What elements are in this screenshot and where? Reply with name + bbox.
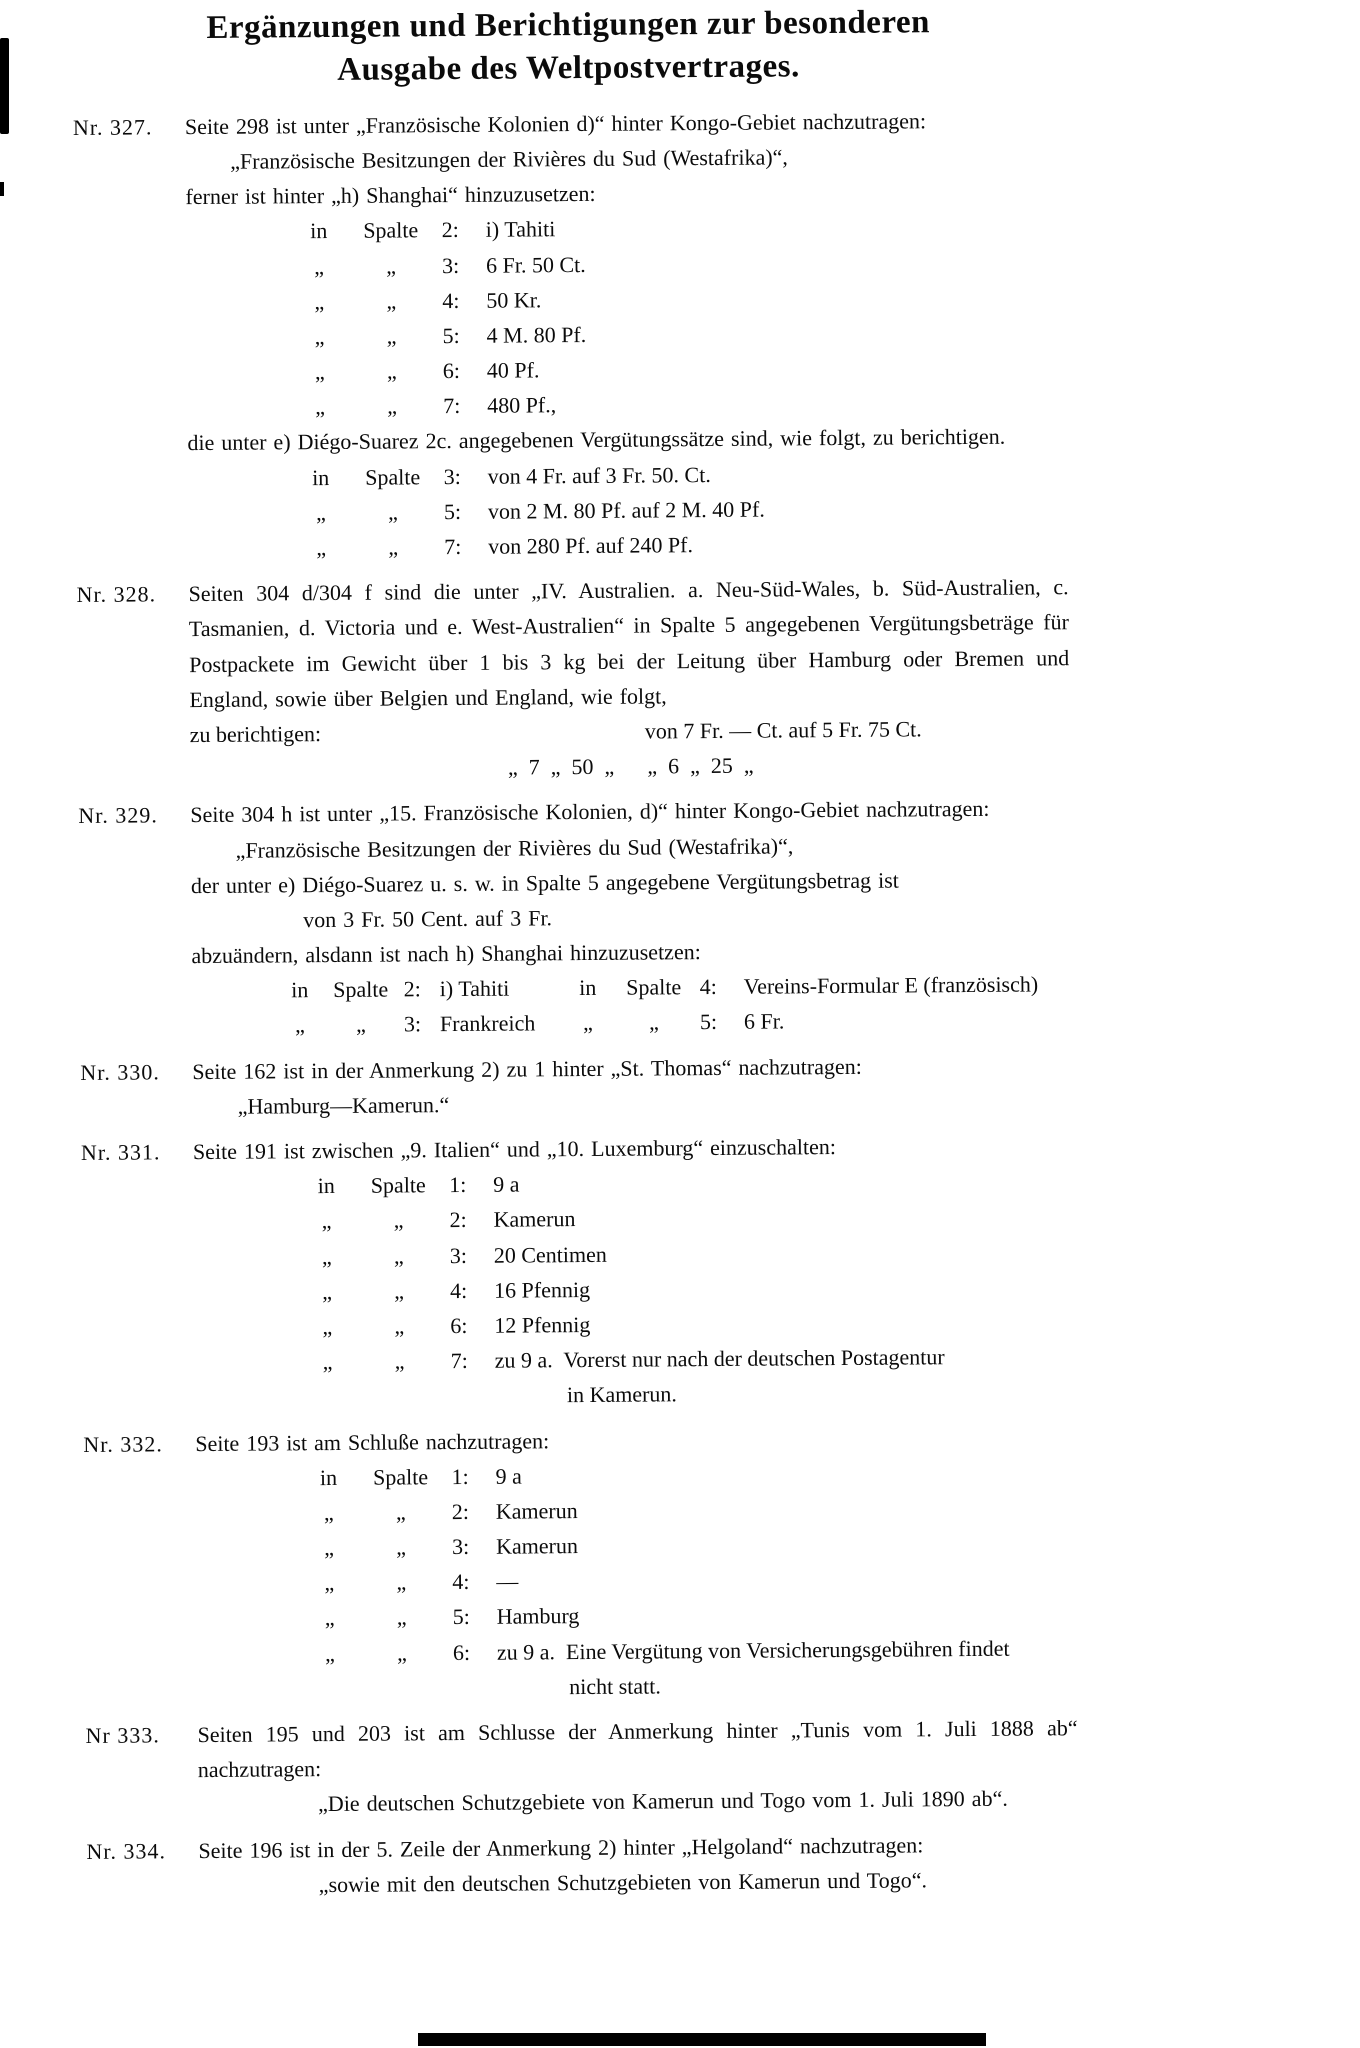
spalte-value: 9 a bbox=[495, 1463, 522, 1489]
spalte-lead: „ bbox=[393, 1207, 404, 1233]
spalte-lead: „ bbox=[394, 1313, 405, 1339]
spalte-number: 4: bbox=[442, 287, 460, 313]
spalte-lead: „ bbox=[396, 1569, 407, 1595]
spalte-value: 4 M. 80 Pf. bbox=[486, 321, 587, 348]
paragraph: abzuändern, alsdann ist nach h) Shanghai hinzuzusetzen: bbox=[191, 939, 701, 969]
spalte-lead: „ bbox=[321, 1243, 332, 1269]
spalte-number: 2: bbox=[441, 217, 459, 243]
spalte-lead: in bbox=[317, 1173, 335, 1199]
paragraph: Seite 162 ist in der Anmerkung 2) zu 1 hinter „St. Thomas“ nachzutragen: bbox=[192, 1053, 862, 1084]
spalte-lead: „ bbox=[386, 323, 397, 349]
spalte-lead: „ bbox=[322, 1313, 333, 1340]
spalte-value: Hamburg bbox=[496, 1603, 580, 1630]
paragraph: Seiten 304 d/304 f sind die unter „IV. Australien. a. Neu-Süd-Wales, b. Süd-Australien, c. Tasmanien, d. Victoria und e. West-Australien“ in Spalte 5 angegebenen Vergütungsbeträge für Postpackete im Gewicht über 1 bis 3 kg bei der Leitung über Hamburg oder Bremen und England, sowie über Belgien und England, wie folgt, bbox=[188, 574, 1070, 712]
spalte-lead: „ bbox=[396, 1640, 407, 1666]
spalte-lead: „ bbox=[394, 1278, 405, 1304]
spalte-lead: in bbox=[579, 975, 597, 1001]
spalte-lead: Spalte bbox=[626, 974, 682, 1000]
spalte-lead: „ bbox=[386, 358, 397, 384]
spalte-value: zu 9 a. Vorerst nur nach der deutschen Postagentur bbox=[494, 1344, 945, 1373]
split-left-text: zu berichtigen: bbox=[189, 721, 322, 748]
spalte-number: 4: bbox=[699, 974, 717, 1000]
correction-entry bbox=[83, 1419, 1077, 1708]
spalte-lead: in bbox=[291, 977, 309, 1003]
spalte-lead: „ bbox=[648, 1009, 659, 1035]
entry-number: Nr. 327. bbox=[72, 114, 153, 140]
spalte-value: Kamerun bbox=[495, 1497, 578, 1524]
spalte-number: 6: bbox=[450, 1312, 468, 1339]
spalte-value: 9 a bbox=[493, 1171, 520, 1197]
spalte-number: 2: bbox=[403, 976, 421, 1002]
entry-number: Nr. 330. bbox=[80, 1058, 160, 1085]
entries bbox=[73, 102, 1079, 1904]
spalte-number: 3: bbox=[443, 463, 461, 489]
spalte-number: 5: bbox=[443, 498, 462, 524]
spalte-lead: Spalte bbox=[363, 217, 419, 244]
spalte-number: 5: bbox=[442, 322, 460, 349]
spalte-number: 4: bbox=[452, 1569, 470, 1595]
correction-entry bbox=[76, 569, 1070, 788]
spalte-lead: „ bbox=[321, 1208, 332, 1234]
spalte-value: 6 Fr. 50 Ct. bbox=[485, 251, 586, 278]
spalte-row bbox=[197, 1630, 1077, 1672]
paragraph: Seite 298 ist unter „Französische Kolonien d)“ hinter Kongo-Gebiet nachzutragen: bbox=[184, 108, 927, 139]
spalte-value: Kamerun bbox=[493, 1206, 576, 1233]
spalte-number: 3: bbox=[451, 1534, 470, 1560]
entry-number: Nr. 334. bbox=[86, 1837, 167, 1864]
spalte-number: 6: bbox=[452, 1639, 471, 1665]
spalte-lead: „ bbox=[322, 1278, 333, 1304]
spalte-lead: „ bbox=[394, 1348, 405, 1374]
spalte-row bbox=[195, 1338, 1075, 1380]
spalte-lead: Spalte bbox=[333, 976, 389, 1003]
spalte-lead: „ bbox=[324, 1570, 335, 1596]
spalte-number: 7: bbox=[450, 1348, 468, 1374]
entry-number: Nr 333. bbox=[85, 1722, 160, 1748]
spalte-lead: Spalte bbox=[370, 1172, 426, 1198]
spalte-number: 7: bbox=[444, 533, 462, 560]
ditto-correction-line: „ 7 „ 50 „ „ 6 „ 25 „ bbox=[507, 752, 754, 780]
spalte-number: 2: bbox=[451, 1498, 470, 1524]
quotation-line: „Französische Besitzungen der Rivières du Sud (Westafrika)“, bbox=[235, 832, 794, 863]
spalte-lead: „ bbox=[316, 535, 327, 561]
spalte-number: 5: bbox=[452, 1604, 470, 1630]
scan-smudge-icon bbox=[0, 182, 4, 196]
spalte-lead: „ bbox=[315, 499, 326, 525]
spalte-number: 2: bbox=[449, 1207, 467, 1233]
spalte-number: 6: bbox=[442, 358, 461, 384]
spalte-lead: „ bbox=[386, 252, 397, 279]
entry-body bbox=[188, 569, 1070, 787]
spalte-value: von 280 Pf. auf 240 Pf. bbox=[488, 532, 694, 559]
spalte-lead: Spalte bbox=[365, 463, 421, 490]
spalte-value: 20 Centimen bbox=[493, 1241, 607, 1268]
spalte-value: — bbox=[496, 1568, 519, 1594]
spalte-lead: in bbox=[312, 464, 330, 490]
spalte-lead: „ bbox=[387, 499, 398, 525]
entry-body bbox=[197, 1710, 1078, 1822]
correction-entry bbox=[78, 791, 1072, 1045]
page-title bbox=[72, 0, 1065, 94]
document-content bbox=[72, 0, 1079, 1914]
spalte-number: 5: bbox=[699, 1009, 718, 1035]
spalte-lead: „ bbox=[356, 1012, 366, 1038]
spalte-value-continuation: nicht statt. bbox=[569, 1673, 661, 1699]
spalte-lead: „ bbox=[396, 1604, 407, 1630]
spalte-lead: „ bbox=[388, 534, 399, 560]
correction-entry bbox=[73, 102, 1069, 567]
quotation-line: „Französische Besitzungen der Rivières du Sud (Westafrika)“, bbox=[230, 144, 788, 174]
spalte-value-continuation: in Kamerun. bbox=[566, 1381, 677, 1408]
spalte-value: von 2 M. 80 Pf. auf 2 M. 40 Pf. bbox=[487, 496, 765, 524]
spalte-number: 3: bbox=[403, 1011, 422, 1037]
page-title-line-1: Ergänzungen und Berichtigungen zur besonderen bbox=[206, 4, 931, 46]
correction-entry bbox=[80, 1047, 1073, 1125]
spalte-lead: „ bbox=[582, 1010, 593, 1036]
correction-entry bbox=[81, 1127, 1075, 1416]
entry-number: Nr. 328. bbox=[76, 581, 157, 608]
spalte-value: zu 9 a. Eine Vergütung von Versicherungsgebühren findet bbox=[496, 1635, 1010, 1665]
spalte-lead: in bbox=[310, 218, 328, 244]
spalte-lead: „ bbox=[396, 1534, 407, 1560]
correction-entry bbox=[86, 1826, 1079, 1904]
spalte-number: 3: bbox=[449, 1242, 468, 1268]
indented-line: von 3 Fr. 50 Cent. auf 3 Fr. bbox=[303, 905, 553, 933]
scan-bar-artifact bbox=[418, 2033, 986, 2046]
spalte-lead: „ bbox=[295, 1012, 305, 1038]
spalte-value: Vereins-Formular E (französisch) bbox=[743, 971, 1039, 1000]
quotation-line: „sowie mit den deutschen Schutzgebieten von Kamerun und Togo“. bbox=[318, 1867, 928, 1897]
entry-number: Nr. 329. bbox=[78, 802, 158, 829]
quotation-line: „Hamburg—Kamerun.“ bbox=[237, 1091, 450, 1119]
spalte-value: 16 Pfennig bbox=[493, 1276, 591, 1303]
spalte-value: 12 Pfennig bbox=[494, 1311, 591, 1338]
entry-body bbox=[198, 1826, 1079, 1903]
paragraph: die unter e) Diégo-Suarez 2c. angegebenen Vergütungssätze sind, wie folgt, zu berichtigen. bbox=[187, 424, 1006, 456]
paragraph: Seite 191 ist zwischen „9. Italien“ und „10. Luxemburg“ einzuschalten: bbox=[192, 1134, 837, 1165]
entry-body bbox=[192, 1047, 1073, 1124]
spalte-value: i) Tahiti bbox=[485, 216, 556, 243]
spalte-value: Frankreich bbox=[439, 1010, 536, 1037]
paragraph: Seite 193 ist am Schluße nachzutragen: bbox=[195, 1427, 550, 1456]
spalte-lead: „ bbox=[315, 394, 326, 420]
paragraph: Seiten 195 und 203 ist am Schlusse der Anmerkung hinter „Tunis vom 1. Juli 1888 ab“ nachzutragen: bbox=[197, 1715, 1078, 1783]
paragraph: Seite 196 ist in der 5. Zeile der Anmerkung 2) hinter „Helgoland“ nachzutragen: bbox=[198, 1831, 924, 1863]
spalte-lead: „ bbox=[314, 323, 325, 350]
entry-body bbox=[185, 102, 1069, 566]
quotation-line: „Die deutschen Schutzgebiete von Kamerun und Togo vom 1. Juli 1890 ab“. bbox=[318, 1786, 1008, 1817]
spalte-value: 6 Fr. bbox=[743, 1008, 785, 1035]
spalte-number: 3: bbox=[441, 252, 460, 278]
spalte-lead: „ bbox=[314, 253, 325, 279]
spalte-value: i) Tahiti bbox=[439, 975, 510, 1002]
entry-body bbox=[190, 791, 1072, 1044]
spalte-lead: „ bbox=[314, 359, 325, 385]
spalte-double-row bbox=[192, 1002, 1072, 1044]
spalte-lead: „ bbox=[387, 393, 398, 419]
spalte-value: 480 Pf., bbox=[487, 392, 557, 419]
spalte-number: 1: bbox=[451, 1463, 469, 1489]
paragraph: der unter e) Diégo-Suarez u. s. w. in Spalte 5 angegebene Vergütungsbetrag ist bbox=[190, 867, 899, 898]
scan-smudge-icon bbox=[0, 38, 9, 134]
entry-body bbox=[193, 1127, 1075, 1415]
entry-number: Nr. 332. bbox=[83, 1430, 163, 1457]
spalte-number: 4: bbox=[449, 1277, 468, 1303]
spalte-lead: „ bbox=[314, 288, 325, 314]
spalte-lead: „ bbox=[386, 288, 397, 314]
spalte-lead: Spalte bbox=[372, 1463, 429, 1490]
paragraph: ferner ist hinter „h) Shanghai“ hinzuzusetzen: bbox=[185, 181, 596, 210]
spalte-lead: in bbox=[319, 1464, 338, 1490]
spalte-value: Kamerun bbox=[495, 1533, 579, 1559]
spalte-lead: „ bbox=[393, 1243, 404, 1269]
spalte-number: 1: bbox=[449, 1172, 467, 1198]
spalte-lead: „ bbox=[324, 1535, 335, 1561]
spalte-number: 7: bbox=[443, 393, 461, 419]
page-title-line-2: Ausgabe des Weltpostvertrages. bbox=[337, 48, 800, 88]
correction-entry bbox=[85, 1710, 1078, 1823]
spalte-lead: „ bbox=[322, 1349, 333, 1375]
entry-body bbox=[195, 1419, 1077, 1707]
spalte-value: von 4 Fr. auf 3 Fr. 50. Ct. bbox=[487, 461, 711, 489]
entry-number: Nr. 331. bbox=[80, 1139, 161, 1165]
spalte-lead: „ bbox=[324, 1640, 335, 1666]
spalte-value: 50 Kr. bbox=[486, 287, 542, 313]
spalte-lead: „ bbox=[323, 1499, 334, 1525]
spalte-row bbox=[188, 524, 1068, 566]
spalte-value: 40 Pf. bbox=[486, 357, 540, 383]
paragraph: Seite 304 h ist unter „15. Französische Kolonien, d)“ hinter Kongo-Gebiet nachzutragen: bbox=[190, 796, 990, 828]
split-right-text: von 7 Fr. — Ct. auf 5 Fr. 75 Ct. bbox=[644, 716, 922, 744]
spalte-lead: „ bbox=[395, 1499, 406, 1525]
spalte-lead: „ bbox=[324, 1605, 335, 1631]
